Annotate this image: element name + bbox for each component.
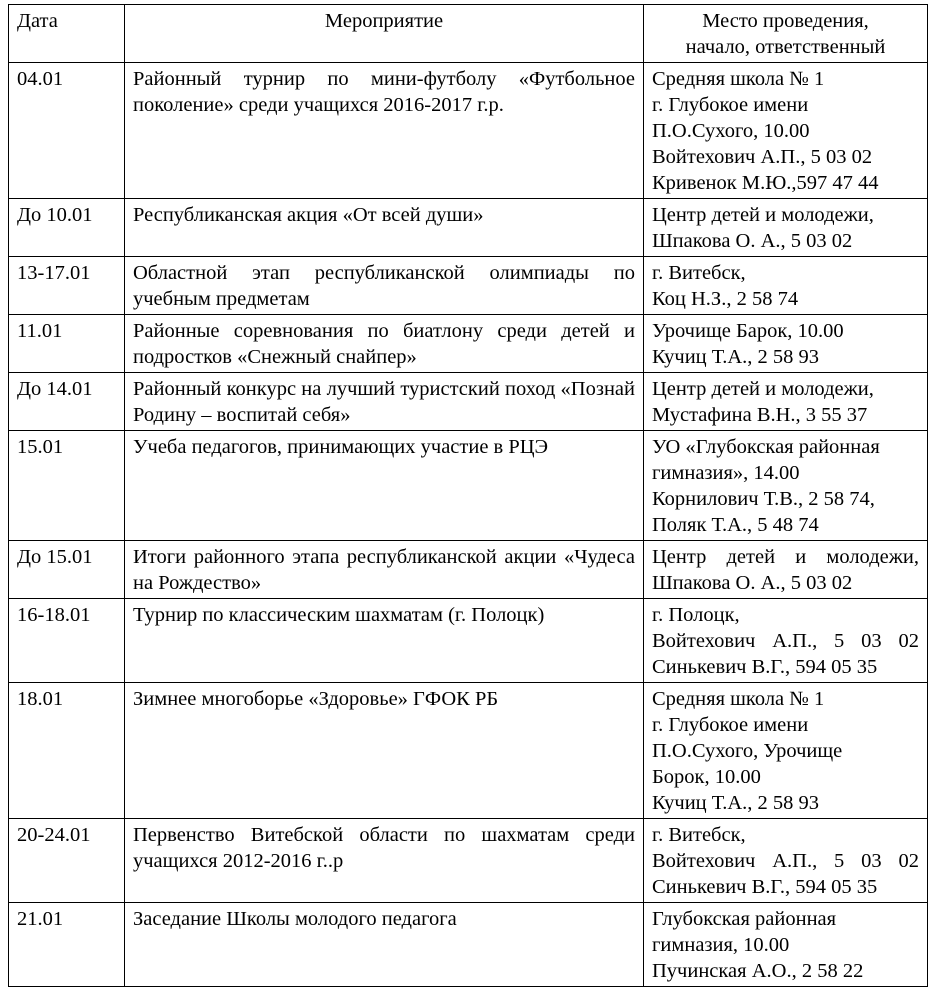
event-place bbox=[644, 63, 928, 199]
event-place-line: Коц Н.З., 2 58 74 bbox=[652, 288, 799, 310]
event-title: Итоги районного этапа республиканской акции «Чудеса на Рождество» bbox=[125, 541, 644, 599]
event-title: Районный конкурс на лучший туристский поход «Познай Родину – воспитай себя» bbox=[125, 373, 644, 431]
table-row bbox=[9, 903, 928, 987]
event-title: Учеба педагогов, принимающих участие в РЦЭ bbox=[125, 431, 644, 541]
event-date: 04.01 bbox=[9, 63, 125, 199]
table-row bbox=[9, 541, 928, 599]
event-place-line: Кривенок М.Ю.,597 47 44 bbox=[652, 172, 879, 194]
event-date: 15.01 bbox=[9, 431, 125, 541]
event-place-line: П.О.Сухого, 10.00 bbox=[652, 120, 810, 142]
header-row bbox=[9, 5, 928, 63]
event-place-line: Центр детей и молодежи, bbox=[652, 204, 874, 226]
event-title: Зимнее многоборье «Здоровье» ГФОК РБ bbox=[125, 683, 644, 819]
event-place-line: гимназия, 10.00 bbox=[652, 934, 790, 956]
event-date: 20-24.01 bbox=[9, 819, 125, 903]
event-place-line: Синькевич В.Г., 594 05 35 bbox=[652, 876, 878, 898]
event-place bbox=[644, 315, 928, 373]
event-place-line: г. Витебск, bbox=[652, 824, 746, 846]
event-title: Заседание Школы молодого педагога bbox=[125, 903, 644, 987]
event-place bbox=[644, 599, 928, 683]
event-place-line: г. Глубокое имени bbox=[652, 94, 809, 116]
table-row bbox=[9, 819, 928, 903]
event-place-line: Борок, 10.00 bbox=[652, 766, 761, 788]
event-place-line: Глубокская районная bbox=[652, 908, 837, 930]
header-place bbox=[644, 5, 928, 63]
event-place-line: Урочище Барок, 10.00 bbox=[652, 320, 844, 342]
event-place bbox=[644, 903, 928, 987]
event-place-line: Войтехович А.П., 5 03 02 bbox=[652, 146, 873, 168]
event-place-line: Войтехович А.П., 5 03 02 bbox=[652, 630, 919, 652]
table-row bbox=[9, 257, 928, 315]
event-date: 13-17.01 bbox=[9, 257, 125, 315]
table-row bbox=[9, 315, 928, 373]
event-place bbox=[644, 541, 928, 599]
event-place-line: Мустафина В.Н., 3 55 37 bbox=[652, 404, 868, 426]
event-place-line: Поляк Т.А., 5 48 74 bbox=[652, 514, 819, 536]
event-title: Районный турнир по мини-футболу «Футбольное поколение» среди учащихся 2016-2017 г.р. bbox=[125, 63, 644, 199]
event-place bbox=[644, 819, 928, 903]
header-place-line: Место проведения, bbox=[702, 10, 869, 32]
event-place-line: Центр детей и молодежи, bbox=[652, 546, 919, 568]
event-place-line: гимназия», 14.00 bbox=[652, 462, 800, 484]
event-place-line: П.О.Сухого, Урочище bbox=[652, 740, 843, 762]
event-place-line: Кучиц Т.А., 2 58 93 bbox=[652, 346, 820, 368]
event-place-line: Пучинская А.О., 2 58 22 bbox=[652, 960, 864, 982]
event-title: Областной этап республиканской олимпиады по учебным предметам bbox=[125, 257, 644, 315]
table-row bbox=[9, 599, 928, 683]
event-place bbox=[644, 373, 928, 431]
event-date: До 10.01 bbox=[9, 199, 125, 257]
table-row bbox=[9, 199, 928, 257]
event-date: 16-18.01 bbox=[9, 599, 125, 683]
event-title: Турнир по классическим шахматам (г. Полоцк) bbox=[125, 599, 644, 683]
event-place bbox=[644, 683, 928, 819]
event-place-line: Синькевич В.Г., 594 05 35 bbox=[652, 656, 878, 678]
event-date: 18.01 bbox=[9, 683, 125, 819]
table-row bbox=[9, 683, 928, 819]
event-place-line: Войтехович А.П., 5 03 02 bbox=[652, 850, 919, 872]
table-row bbox=[9, 63, 928, 199]
table-row bbox=[9, 373, 928, 431]
event-place-line: г. Витебск, bbox=[652, 262, 746, 284]
table-row bbox=[9, 431, 928, 541]
event-date: 11.01 bbox=[9, 315, 125, 373]
header-date: Дата bbox=[9, 5, 125, 63]
event-title: Первенство Витебской области по шахматам среди учащихся 2012-2016 г..р bbox=[125, 819, 644, 903]
event-place-line: Кучиц Т.А., 2 58 93 bbox=[652, 792, 820, 814]
event-place bbox=[644, 431, 928, 541]
event-place bbox=[644, 199, 928, 257]
event-place bbox=[644, 257, 928, 315]
event-place-line: Средняя школа № 1 bbox=[652, 688, 825, 710]
event-place-line: Центр детей и молодежи, bbox=[652, 378, 874, 400]
event-date: До 15.01 bbox=[9, 541, 125, 599]
event-place-line: г. Полоцк, bbox=[652, 604, 740, 626]
header-event: Мероприятие bbox=[125, 5, 644, 63]
events-table bbox=[8, 4, 928, 987]
event-title: Республиканская акция «От всей души» bbox=[125, 199, 644, 257]
event-date: 21.01 bbox=[9, 903, 125, 987]
event-place-line: Шпакова О. А., 5 03 02 bbox=[652, 230, 853, 252]
event-date: До 14.01 bbox=[9, 373, 125, 431]
event-place-line: Шпакова О. А., 5 03 02 bbox=[652, 572, 853, 594]
event-place-line: г. Глубокое имени bbox=[652, 714, 809, 736]
event-place-line: Средняя школа № 1 bbox=[652, 68, 825, 90]
event-place-line: Корнилович Т.В., 2 58 74, bbox=[652, 488, 875, 510]
event-place-line: УО «Глубокская районная bbox=[652, 436, 880, 458]
header-place-line: начало, ответственный bbox=[685, 36, 886, 58]
event-title: Районные соревнования по биатлону среди детей и подростков «Снежный снайпер» bbox=[125, 315, 644, 373]
